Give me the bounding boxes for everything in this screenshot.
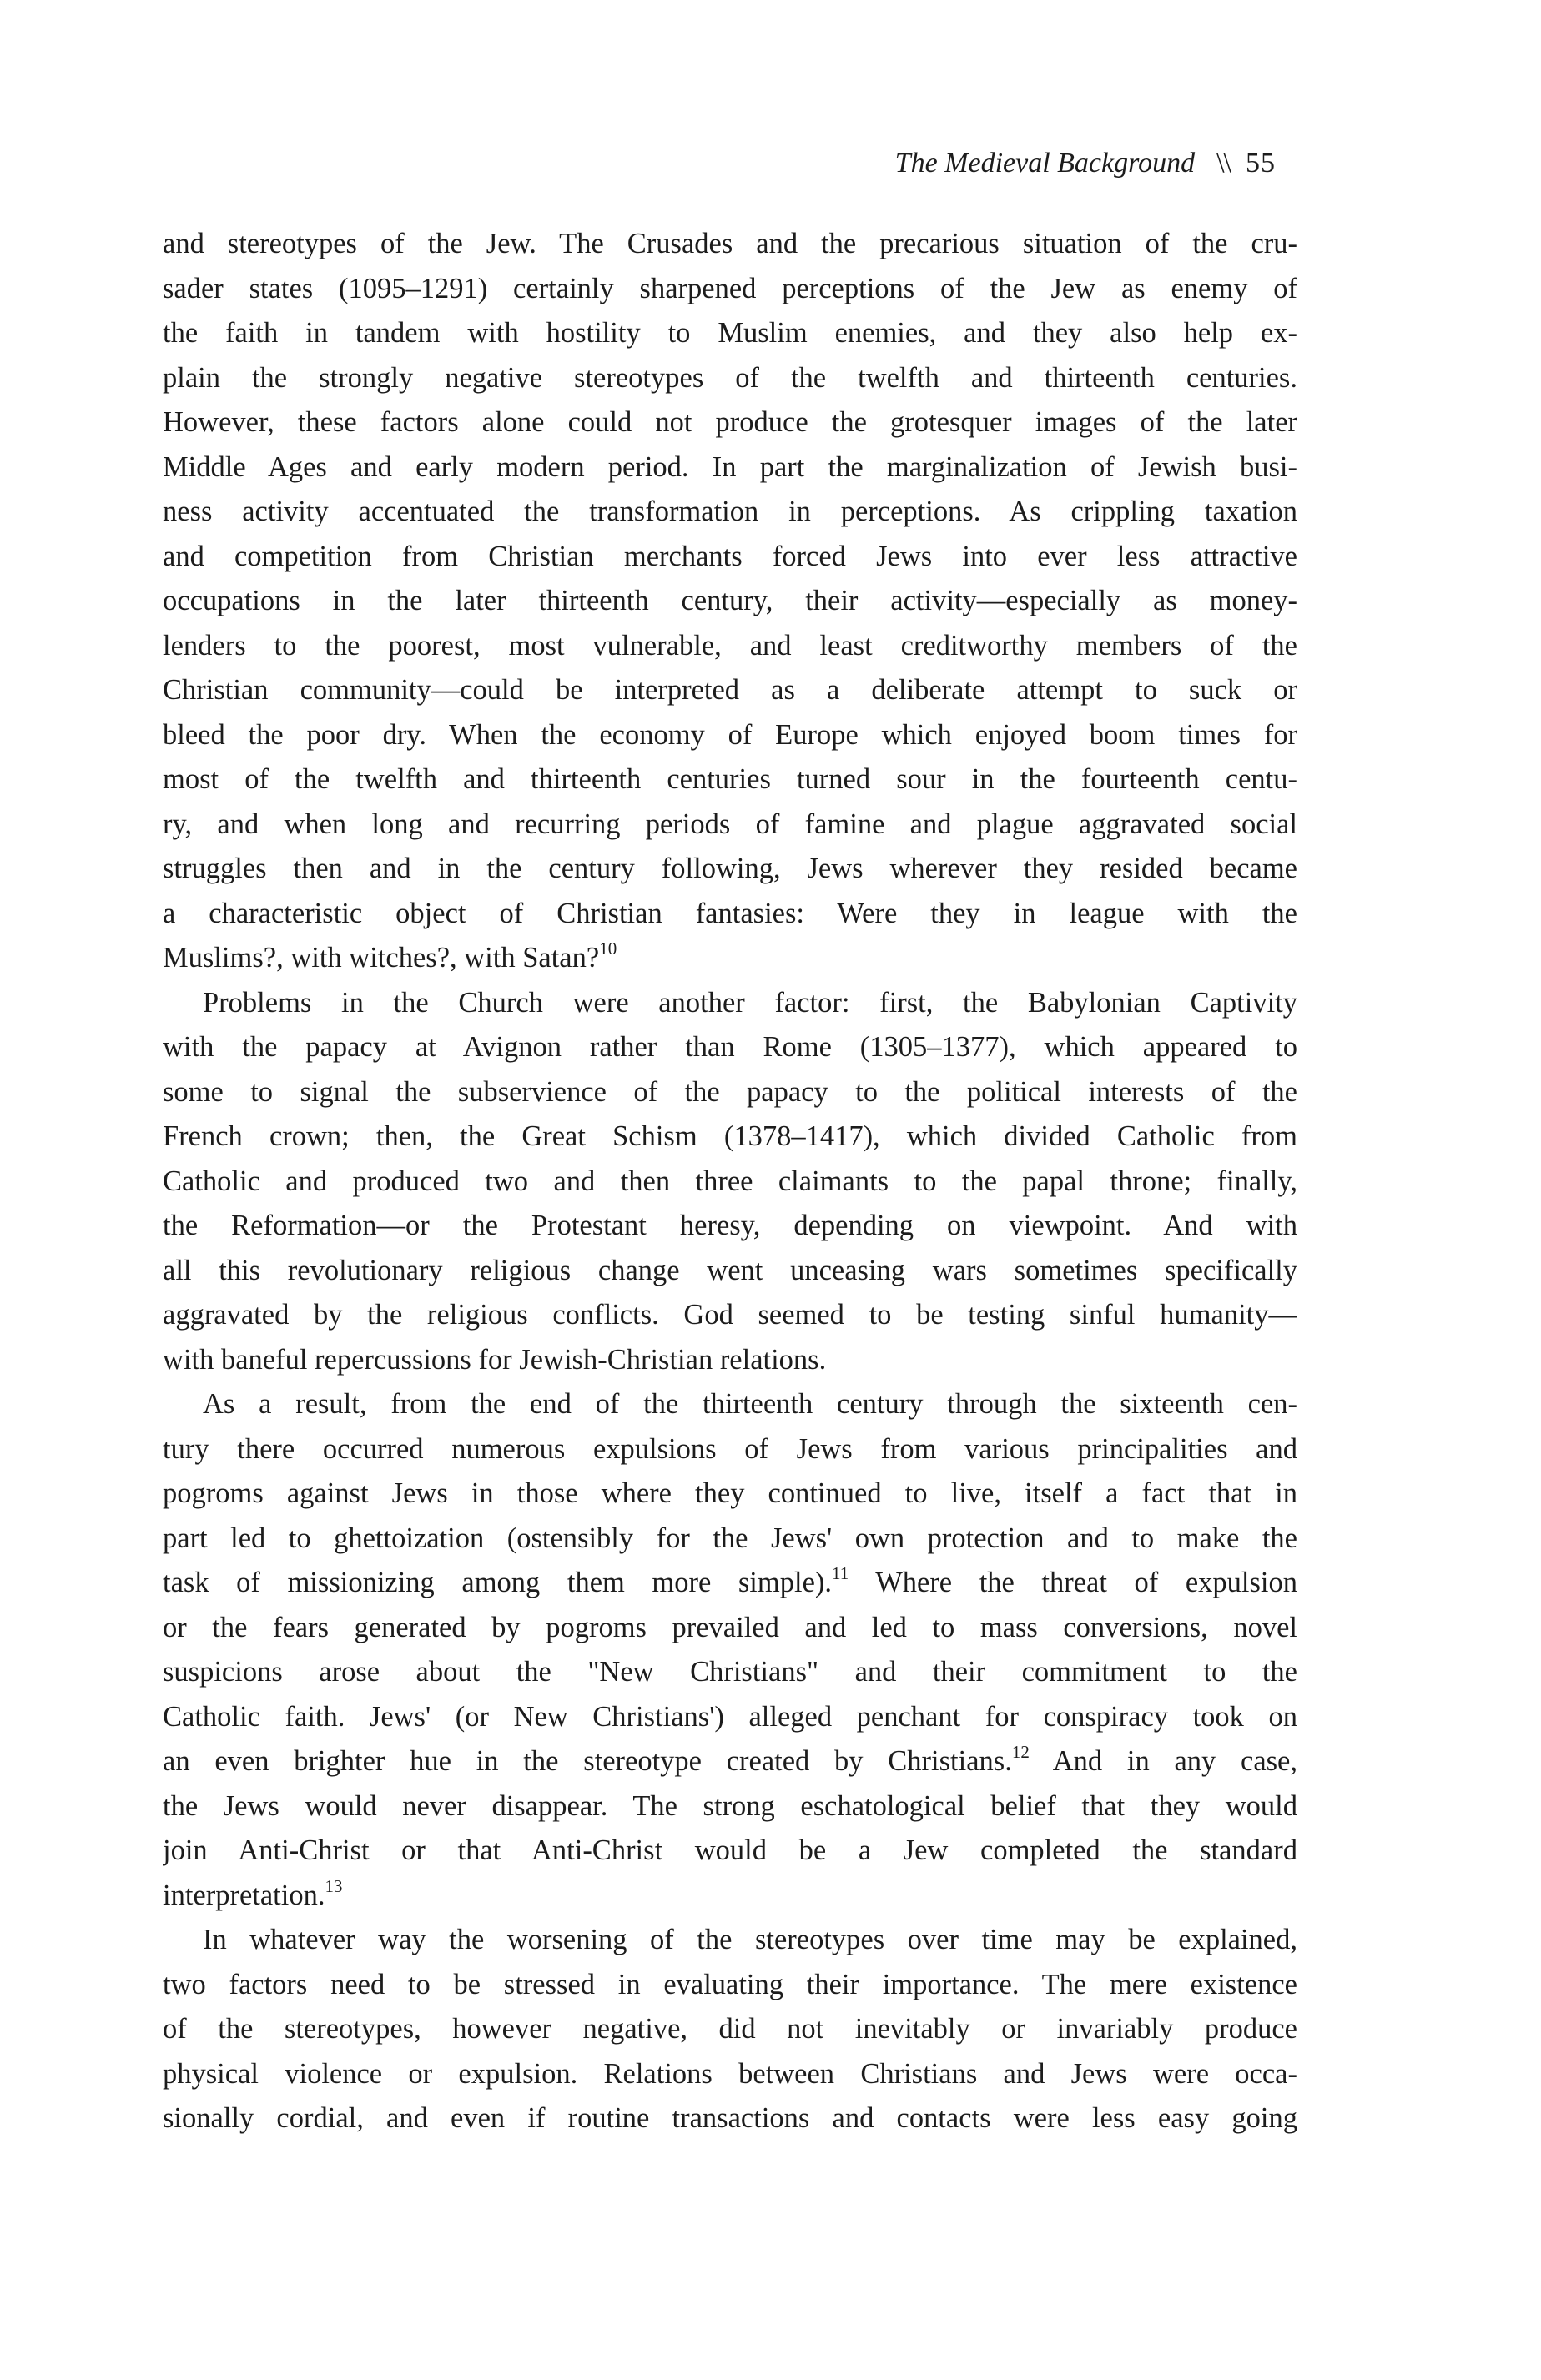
text-line: French crown; then, the Great Schism (1378–1417), which divided Catholic from xyxy=(163,1120,1297,1152)
text-line: struggles then and in the century following, Jews wherever they resided became xyxy=(163,853,1297,884)
text-line xyxy=(163,1739,1297,1784)
paragraph-1 xyxy=(163,222,1297,981)
text-line: lenders to the poorest, most vulnerable, and least creditworthy members of the xyxy=(163,629,1297,662)
text-line: ry, and when long and recurring periods of famine and plague aggravated social xyxy=(163,808,1297,840)
running-head-separator: \\ xyxy=(1216,148,1231,179)
page-number: 55 xyxy=(1246,148,1276,179)
text-line: plain the strongly negative stereotypes of the twelfth and thirteenth centuries. xyxy=(163,361,1297,394)
text-line: part led to ghettoization (ostensibly for the Jews' own protection and to make the xyxy=(163,1522,1297,1554)
running-title: The Medieval Background xyxy=(894,148,1196,179)
body-text xyxy=(163,222,1297,2141)
text-line: the faith in tandem with hostility to Muslim enemies, and they also help ex- xyxy=(163,317,1297,349)
text-line: or the fears generated by pogroms prevailed and led to mass conversions, novel xyxy=(163,1611,1297,1643)
text-line: tury there occurred numerous expulsions of Jews from various principalities and xyxy=(163,1432,1297,1465)
text-line: most of the twelfth and thirteenth centuries turned sour in the fourteenth centu- xyxy=(163,763,1297,795)
text-fragment: interpretation. xyxy=(163,1879,325,1911)
text-line: some to signal the subservience of the papacy to the political interests of the xyxy=(163,1075,1297,1108)
text-line: However, these factors alone could not produce the grotesquer images of the later xyxy=(163,406,1297,438)
text-line: aggravated by the religious conflicts. God seemed to be testing sinful humanity— xyxy=(163,1299,1297,1331)
text-line: all this revolutionary religious change went unceasing wars sometimes specifically xyxy=(163,1254,1297,1286)
text-line: In whatever way the worsening of the stereotypes over time may be explained, xyxy=(203,1924,1297,1955)
text-fragment: And in any case, xyxy=(1029,1745,1297,1777)
text-line: Problems in the Church were another factor: first, the Babylonian Captivity xyxy=(203,986,1297,1019)
text-line: with the papacy at Avignon rather than Rome (1305–1377), which appeared to xyxy=(163,1031,1297,1063)
text-line: join Anti-Christ or that Anti-Christ would be a Jew completed the standard xyxy=(163,1834,1297,1866)
footnote-marker: 12 xyxy=(1011,1742,1030,1762)
text-line xyxy=(163,1874,1297,1919)
paragraph-4 xyxy=(163,1918,1297,2141)
text-line: As a result, from the end of the thirteenth century through the sixteenth cen- xyxy=(203,1388,1297,1420)
text-fragment: Where the threat of expulsion xyxy=(849,1567,1297,1598)
text-line xyxy=(163,1561,1297,1606)
text-line: and stereotypes of the Jew. The Crusades and the precarious situation of the cru- xyxy=(163,228,1297,259)
text-fragment: an even brighter hue in the stereotype created by Christians. xyxy=(163,1745,1012,1777)
text-line: with baneful repercussions for Jewish-Christian relations. xyxy=(163,1343,827,1376)
text-line: and competition from Christian merchants forced Jews into ever less attractive xyxy=(163,540,1297,572)
text-line: sionally cordial, and even if routine transactions and contacts were less easy going xyxy=(163,2102,1297,2134)
footnote-marker: 10 xyxy=(599,938,617,959)
footnote-marker: 11 xyxy=(832,1563,849,1583)
text-line: Middle Ages and early modern period. In part the marginalization of Jewish busi- xyxy=(163,450,1297,483)
text-line: ness activity accentuated the transformation in perceptions. As crippling taxation xyxy=(163,496,1297,527)
text-line: two factors need to be stressed in evaluating their importance. The mere existence xyxy=(163,1968,1297,2000)
text-line: occupations in the later thirteenth century, their activity—especially as money- xyxy=(163,585,1297,616)
text-line: suspicions arose about the "New Christians" and their commitment to the xyxy=(163,1656,1297,1688)
text-line: the Reformation—or the Protestant heresy, depending on viewpoint. And with xyxy=(163,1210,1297,1241)
text-line: of the stereotypes, however negative, did not inevitably or invariably produce xyxy=(163,2013,1297,2045)
text-line: physical violence or expulsion. Relations between Christians and Jews were occa- xyxy=(163,2057,1297,2090)
paragraph-3 xyxy=(163,1382,1297,1918)
paragraph-2 xyxy=(163,981,1297,1383)
text-line: pogroms against Jews in those where they continued to live, itself a fact that in xyxy=(163,1477,1297,1509)
footnote-marker: 13 xyxy=(325,1875,343,1896)
text-line: Christian community—could be interpreted as a deliberate attempt to suck or xyxy=(163,674,1297,706)
text-line: Catholic and produced two and then three claimants to the papal throne; finally, xyxy=(163,1165,1297,1197)
text-line xyxy=(163,936,1297,981)
text-line: bleed the poor dry. When the economy of Europe which enjoyed boom times for xyxy=(163,718,1297,751)
text-fragment: Muslims?, with witches?, with Satan? xyxy=(163,942,600,974)
text-line: sader states (1095–1291) certainly sharpened perceptions of the Jew as enemy of xyxy=(163,272,1297,304)
text-line: a characteristic object of Christian fantasies: Were they in league with the xyxy=(163,897,1297,929)
text-line: Catholic faith. Jews' (or New Christians') alleged penchant for conspiracy took on xyxy=(163,1700,1297,1733)
text-line: the Jews would never disappear. The strong eschatological belief that they would xyxy=(163,1789,1297,1822)
running-head xyxy=(163,143,1276,184)
text-fragment: task of missionizing among them more simple). xyxy=(163,1567,832,1598)
